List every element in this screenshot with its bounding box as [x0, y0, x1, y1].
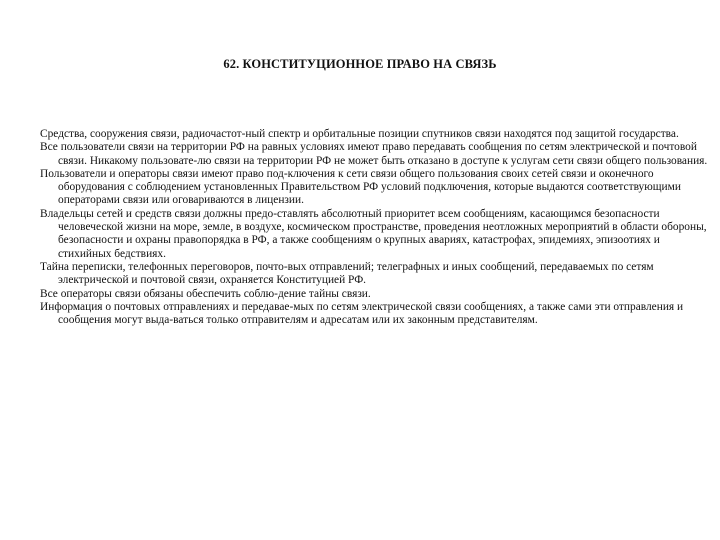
paragraph-1: Средства, сооружения связи, радиочастот-ный спектр и орбитальные позиции спутников связи находятся под защитой государства. — [40, 128, 679, 140]
paragraph-2: Все пользователи связи на территории РФ на равных условиях имеют право передавать сообщения по сетям электрической и почтовой связи. Никакому пользовате-лю связи на территории РФ не может быть отказано в доступе к услугам сети связи общего пользования. — [40, 141, 708, 167]
page-title: 62. КОНСТИТУЦИОННОЕ ПРАВО НА СВЯЗЬ — [223, 57, 497, 71]
paragraph-7: Информация о почтовых отправлениях и передавае-мых по сетям электрической связи сообщениях, а также сами эти отправления и сообщения могут выда-ваться только отправителям и адресатам или их законным представителям. — [40, 300, 684, 327]
paragraph-6: Все операторы связи обязаны обеспечить соблю-дение тайны связи. — [40, 287, 371, 300]
document-body — [40, 128, 712, 327]
paragraph-5: Тайна переписки, телефонных переговоров, почто-вых отправлений; телеграфных и иных сообщений, передаваемых по сетям электрической и почтовой связи, охраняется Конституцией РФ. — [40, 260, 654, 287]
paragraph-3: Пользователи и операторы связи имеют право под-ключения к сети связи общего пользования своих сетей связи и оконечного оборудования с соблюдением установленных Правительством РФ условий подключения, которые выдаются соответствующими операторами связи или оговариваются в лицензии. — [40, 167, 681, 207]
paragraph-4: Владельцы сетей и средств связи должны предо-ставлять абсолютный приоритет всем сообщениям, касающимся безопасности человеческой жизни на море, земле, в воздухе, космическом пространстве, проведения неотложных мероприятий в области обороны, безопасности и охраны правопорядка в РФ, а также сообщениям о крупных авариях, катастрофах, эпидемиях, эпизоотиях и стихийных бедствиях. — [40, 207, 707, 260]
